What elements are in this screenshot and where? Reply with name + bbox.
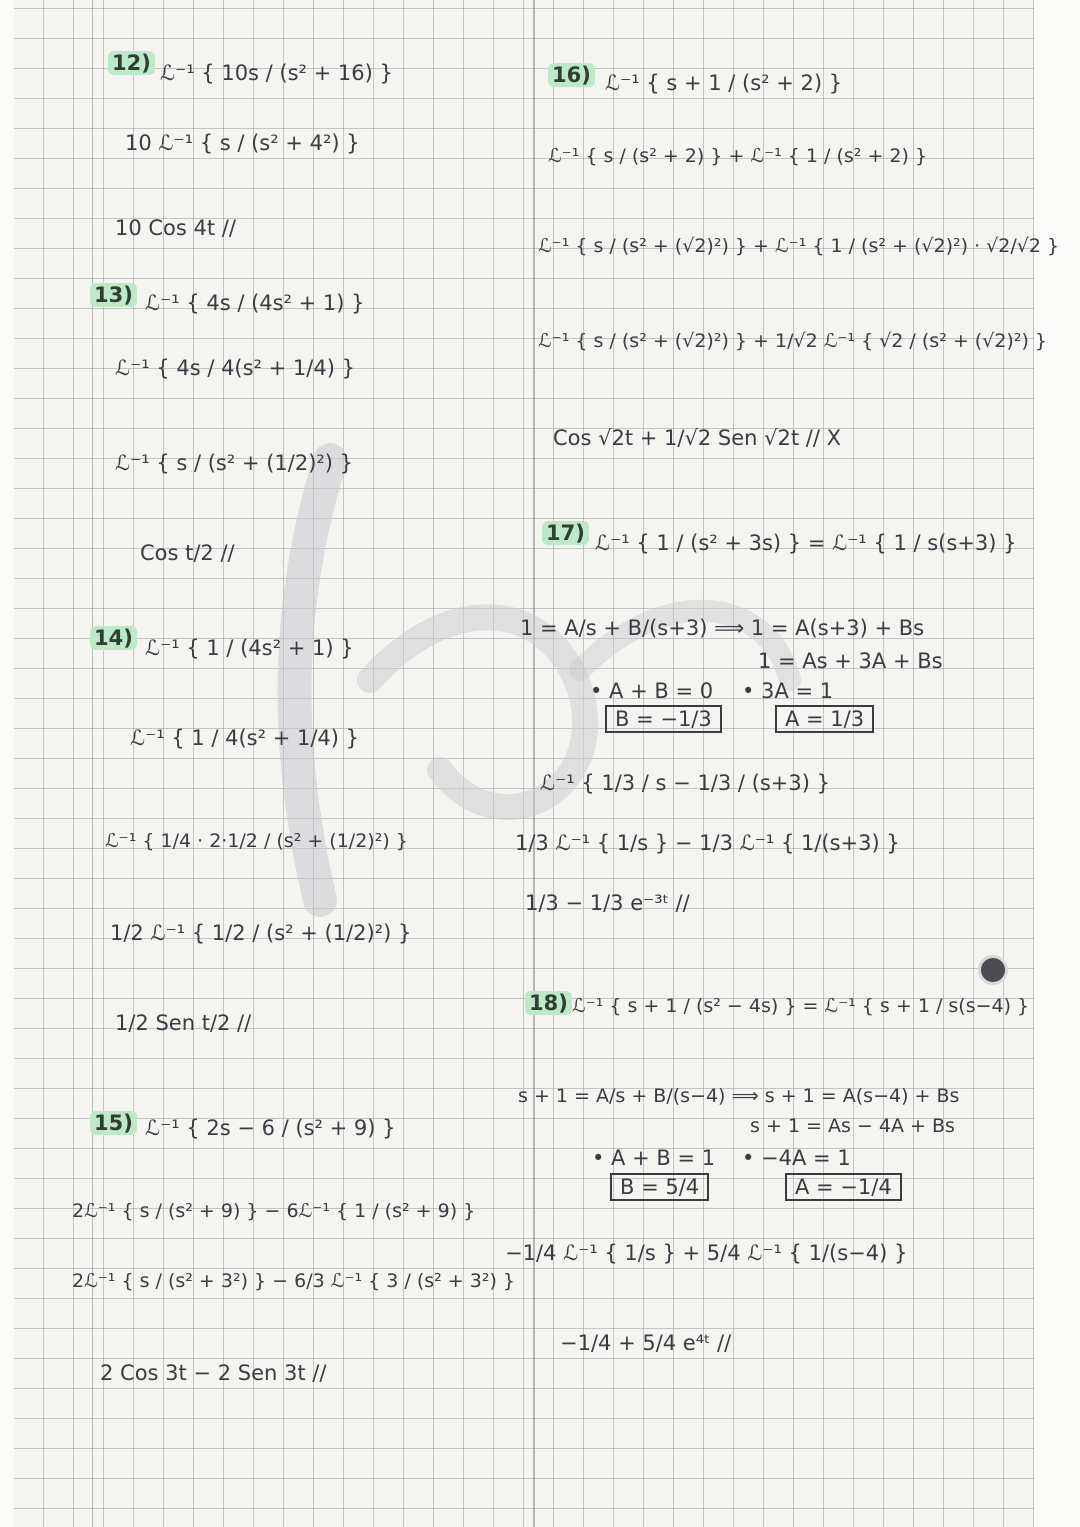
problem-13-line-2: ℒ⁻¹ { 4s / 4(s² + 1/4) } [115,356,355,380]
problem-18-line-3: s + 1 = As − 4A + Bs [750,1115,955,1137]
problem-12-line-1: ℒ⁻¹ { 10s / (s² + 16) } [160,61,393,85]
problem-18-condition-1: • A + B = 1 [592,1146,716,1170]
problem-13-line-3: ℒ⁻¹ { s / (s² + (1/2)²) } [115,451,354,475]
problem-17-result: 1/3 − 1/3 e⁻³ᵗ // [525,891,690,915]
problem-12-result: 10 Cos 4t // [115,216,236,240]
problem-15-result: 2 Cos 3t − 2 Sen 3t // [100,1361,327,1385]
problem-18-line-2: s + 1 = A/s + B/(s−4) ⟹ s + 1 = A(s−4) + Bs [518,1085,960,1107]
problem-18-result: −1/4 + 5/4 e⁴ᵗ // [560,1331,732,1355]
problem-16-result: Cos √2t + 1/√2 Sen √2t // X [553,426,842,450]
problem-14-line-2: ℒ⁻¹ { 1 / 4(s² + 1/4) } [130,726,360,750]
problem-14-line-3: ℒ⁻¹ { 1/4 · 2·1/2 / (s² + (1/2)²) } [105,830,408,852]
problem-18-line-4: −1/4 ℒ⁻¹ { 1/s } + 5/4 ℒ⁻¹ { 1/(s−4) } [505,1241,908,1265]
problem-17-number: 17) [542,520,589,546]
problem-18-condition-2: • −4A = 1 [742,1146,851,1170]
problem-12-line-2: 10 ℒ⁻¹ { s / (s² + 4²) } [125,131,360,155]
problem-17-condition-1: • A + B = 0 [590,679,714,703]
watermark-signature [250,430,810,950]
problem-18-boxed-b: B = 5/4 [610,1174,709,1200]
paper-edge-left [0,0,14,1527]
problem-17-condition-2: • 3A = 1 [742,679,834,703]
problem-15-number: 15) [90,1110,137,1136]
problem-17-line-4: ℒ⁻¹ { 1/3 / s − 1/3 / (s+3) } [540,771,830,795]
problem-17-boxed-b: B = −1/3 [605,706,722,732]
problem-17-boxed-a: A = 1/3 [775,706,874,732]
problem-16-number: 16) [548,62,595,88]
problem-18-line-1: ℒ⁻¹ { s + 1 / (s² − 4s) } = ℒ⁻¹ { s + 1 / s(s−4) } [572,995,1030,1017]
problem-13-number: 13) [90,282,137,308]
problem-16-line-2: ℒ⁻¹ { s / (s² + 2) } + ℒ⁻¹ { 1 / (s² + 2) } [548,145,928,167]
center-fold-line [533,0,535,1527]
margin-line [92,0,93,1527]
problem-14-number: 14) [90,625,137,651]
binder-hole [978,955,1008,985]
problem-12-number: 12) [108,50,155,76]
problem-17-line-5: 1/3 ℒ⁻¹ { 1/s } − 1/3 ℒ⁻¹ { 1/(s+3) } [515,831,900,855]
problem-13-result: Cos t/2 // [140,541,235,565]
problem-14-line-4: 1/2 ℒ⁻¹ { 1/2 / (s² + (1/2)²) } [110,921,412,945]
problem-15-line-2: 2ℒ⁻¹ { s / (s² + 9) } − 6ℒ⁻¹ { 1 / (s² + 9) } [72,1200,476,1222]
problem-16-line-3: ℒ⁻¹ { s / (s² + (√2)²) } + ℒ⁻¹ { 1 / (s² + (√2)²) · √2/√2 } [538,235,1060,257]
problem-15-line-3: 2ℒ⁻¹ { s / (s² + 3²) } − 6/3 ℒ⁻¹ { 3 / (s² + 3²) } [72,1270,515,1292]
paper-edge-right [1034,0,1080,1527]
problem-17-line-2: 1 = A/s + B/(s+3) ⟹ 1 = A(s+3) + Bs [520,616,925,640]
problem-14-line-1: ℒ⁻¹ { 1 / (4s² + 1) } [145,636,354,660]
problem-14-result: 1/2 Sen t/2 // [115,1011,252,1035]
problem-16-line-1: ℒ⁻¹ { s + 1 / (s² + 2) } [605,71,843,95]
problem-18-number: 18) [525,990,572,1016]
problem-16-line-4: ℒ⁻¹ { s / (s² + (√2)²) } + 1/√2 ℒ⁻¹ { √2 / (s² + (√2)²) } [538,330,1047,352]
problem-17-line-1: ℒ⁻¹ { 1 / (s² + 3s) } = ℒ⁻¹ { 1 / s(s+3) } [595,531,1017,555]
problem-17-line-3: 1 = As + 3A + Bs [758,649,943,673]
problem-18-boxed-a: A = −1/4 [785,1174,902,1200]
problem-13-line-1: ℒ⁻¹ { 4s / (4s² + 1) } [145,291,365,315]
problem-15-line-1: ℒ⁻¹ { 2s − 6 / (s² + 9) } [145,1116,396,1140]
